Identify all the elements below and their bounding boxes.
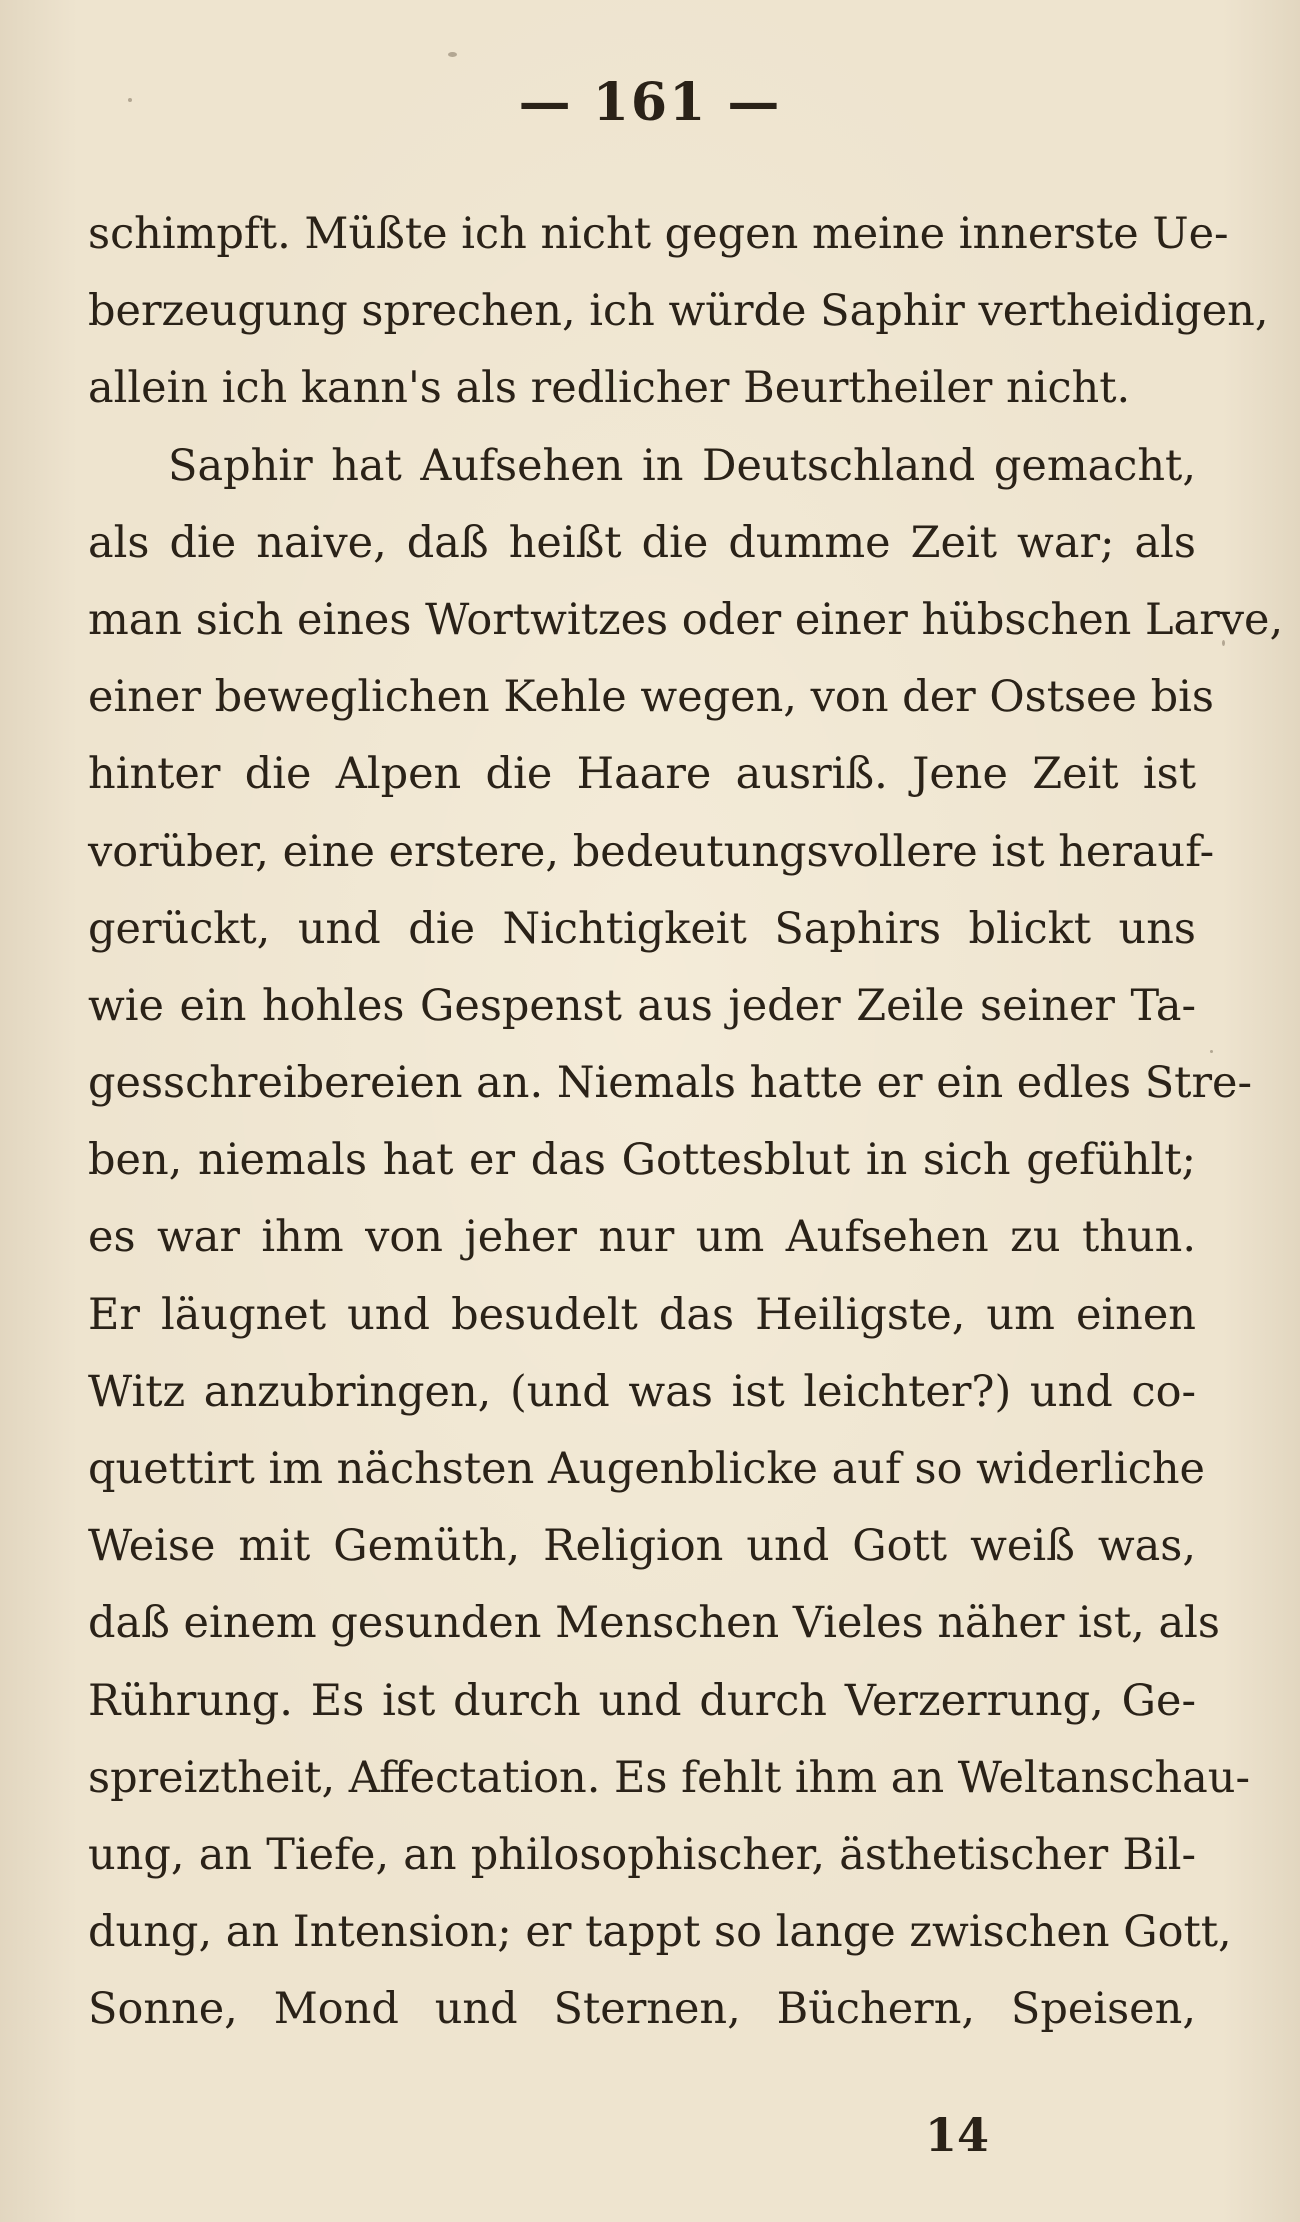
text-line: allein ich kann's als redlicher Beurtheiler nicht. xyxy=(88,363,1131,414)
text-line: ung, an Tiefe, an philosophischer, ästhetischer Bil- xyxy=(88,1829,1196,1880)
text-line: berzeugung sprechen, ich würde Saphir vertheidigen, xyxy=(88,286,1269,337)
text-line: Saphir hat Aufsehen in Deutschland gemacht, xyxy=(168,440,1196,491)
text-line: Sonne, Mond und Sternen, Büchern, Speisen, xyxy=(88,1984,1196,2035)
text-line: man sich eines Wortwitzes oder einer hübschen Larve, xyxy=(88,594,1284,645)
paper-speck xyxy=(1222,640,1225,646)
text-line: Weise mit Gemüth, Religion und Gott weiß was, xyxy=(88,1521,1196,1572)
text-line: schimpft. Müßte ich nicht gegen meine innerste Ue- xyxy=(88,209,1229,259)
text-line: gerückt, und die Nichtigkeit Saphirs blickt uns xyxy=(88,903,1196,954)
body-text xyxy=(88,196,1284,2049)
page-number-header: — 161 — xyxy=(518,72,782,133)
paper-speck xyxy=(1210,1050,1213,1053)
text-line: gesschreibereien an. Niemals hatte er ein edles Stre- xyxy=(88,1058,1252,1109)
text-line: spreiztheit, Affectation. Es fehlt ihm an Weltanschau- xyxy=(88,1752,1251,1803)
text-line: einer beweglichen Kehle wegen, von der Ostsee bis xyxy=(88,672,1214,723)
signature-mark: 14 xyxy=(924,2108,989,2162)
text-line: daß einem gesunden Menschen Vieles näher ist, als xyxy=(88,1598,1220,1649)
text-line: es war ihm von jeher nur um Aufsehen zu thun. xyxy=(88,1212,1196,1263)
text-line: hinter die Alpen die Haare ausriß. Jene Zeit ist xyxy=(88,749,1196,800)
text-line: Rührung. Es ist durch und durch Verzerrung, Ge- xyxy=(88,1675,1196,1726)
text-line: vorüber, eine erstere, bedeutungsvollere ist herauf- xyxy=(88,826,1215,877)
text-line: quettirt im nächsten Augenblicke auf so widerliche xyxy=(88,1444,1205,1494)
text-line: ben, niemals hat er das Gottesblut in sich gefühlt; xyxy=(88,1135,1196,1186)
paper-speck xyxy=(128,98,132,102)
text-line: als die naive, daß heißt die dumme Zeit war; als xyxy=(88,517,1196,568)
text-line: wie ein hohles Gespenst aus jeder Zeile seiner Ta- xyxy=(88,980,1196,1031)
text-line: Witz anzubringen, (und was ist leichter?) und co- xyxy=(88,1366,1196,1417)
paper-speck xyxy=(448,52,457,57)
text-line: dung, an Intension; er tappt so lange zwischen Gott, xyxy=(88,1907,1232,1958)
text-line: Er läugnet und besudelt das Heiligste, um einen xyxy=(88,1289,1196,1340)
